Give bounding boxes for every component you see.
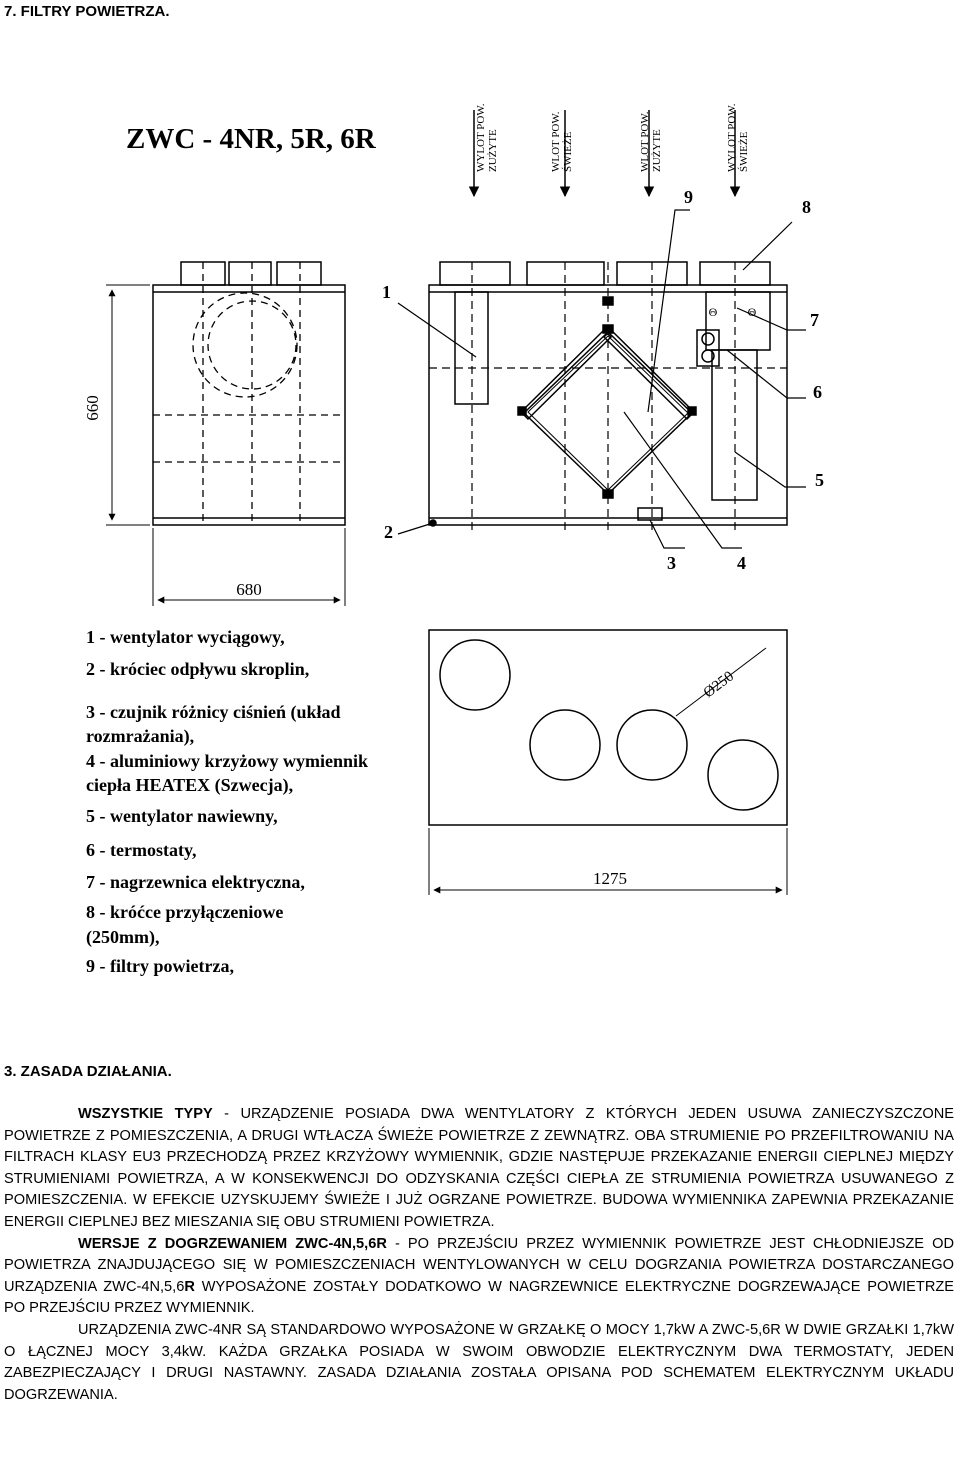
dimension-height-label: 660 [83, 395, 102, 421]
legend-item: 7 - nagrzewnica elektryczna, [86, 872, 305, 892]
flow-label-line2: ZUŻYTE [651, 129, 663, 172]
paragraph-heating-versions [4, 1234, 954, 1320]
legend [86, 627, 368, 976]
callout-number: 6 [813, 382, 822, 402]
dimension-diameter-label: Ø250 [700, 668, 738, 702]
thermostat-symbol: Θ [708, 305, 718, 319]
legend-item: 8 - króćce przyłączeniowe [86, 902, 284, 922]
paragraph-heaters [4, 1320, 954, 1406]
dimension-length-label: 1275 [593, 869, 627, 888]
paragraph-text: - PO PRZEJŚCIU PRZEZ WYMIENNIK POWIETRZE JEST CHŁODNIEJSZE OD POWIETRZA ZNAJDUJĄCEGO SIĘ W POMIESZCZENIACH WENTYLOWANYCH W CELU DOGRZANIA POWIETRZA DOSTARCZANEGO URZĄDZENIA ZWC-4N,5,6 [4, 1235, 954, 1295]
flow-label-line1: WLOT POW. [550, 111, 562, 172]
callout-number: 2 [384, 522, 393, 542]
callout-number: 7 [810, 310, 819, 330]
principle-text [4, 1104, 954, 1406]
callout-number: 1 [382, 282, 391, 302]
legend-item: 4 - aluminiowy krzyżowy wymiennik [86, 751, 369, 771]
flow-label-line1: WYLOT POW. [726, 103, 738, 172]
legend-item: 5 - wentylator nawiewny, [86, 806, 278, 826]
flow-label-line1: WLOT POW. [639, 111, 651, 172]
front-view [429, 262, 787, 530]
model-title: ZWC - 4NR, 5R, 6R [126, 123, 376, 155]
legend-item: rozmrażania), [86, 726, 195, 746]
paragraph-lead: WSZYSTKIE TYPY [78, 1106, 213, 1122]
section-title-filters: 7. FILTRY POWIETRZA. [4, 3, 170, 20]
legend-item: 9 - filtry powietrza, [86, 956, 234, 976]
paragraph-text: WYPOSAŻONE ZOSTAŁY DODATKOWO W NAGRZEWNICE ELEKTRYCZNE DOGRZEWAJĄCE POWIETRZE PO PRZEJŚCIU PRZEZ WYMIENNIK. [4, 1278, 955, 1317]
callout-number: 5 [815, 470, 824, 490]
flow-label-line2: ŚWIEŻE [738, 131, 750, 172]
legend-item: 2 - króciec odpływu skroplin, [86, 659, 310, 679]
legend-item: ciepła HEATEX (Szwecja), [86, 775, 294, 795]
callout-number: 9 [684, 187, 693, 207]
flow-label-line2: ŚWIEŻE [562, 131, 574, 172]
flow-arrows [474, 110, 735, 196]
dimension-width-label: 680 [236, 580, 262, 599]
paragraph-all-types [4, 1104, 954, 1234]
flow-label-line1: WYLOT POW. [475, 103, 487, 172]
callout-number: 4 [737, 553, 746, 573]
dimension-height [106, 285, 150, 525]
flow-label-line2: ZUŻYTE [487, 129, 499, 172]
paragraph-text: URZĄDZENIA ZWC-4NR SĄ STANDARDOWO WYPOSAŻONE W GRZAŁKĘ O MOCY 1,7kW A ZWC-5,6R W DWIE GRZAŁKI 1,7kW O ŁĄCZNEJ MOCY 3,4kW. KAŻDA GRZAŁKA POSIADA W SWOIM OBWODZIE ELEKTRYCZNYM DWA TERMOSTATY, JEDEN ZABEZPIECZAJĄCY I DRUGI NASTAWNY. ZASADA DZIAŁANIA ZOSTAŁA OPISANA POD SCHEMATEM ELEKTRYCZNYM UKŁADU DOGRZEWANIA. [4, 1321, 954, 1403]
top-view [429, 630, 787, 825]
paragraph-lead: WERSJE Z DOGRZEWANIEM ZWC-4N,5,6R [78, 1235, 387, 1252]
callout-number: 8 [802, 197, 811, 217]
legend-item: 1 - wentylator wyciągowy, [86, 627, 285, 647]
callout-number: 3 [667, 553, 676, 573]
paragraph-text: - URZĄDZENIE POSIADA DWA WENTYLATORY Z KTÓRYCH JEDEN USUWA ZANIECZYSZCZONE POWIETRZE Z POMIESZCZENIA, A DRUGI WTŁACZA ŚWIEŻE POWIETRZE Z ZEWNĄTRZ. OBA STRUMIENIE PO PRZEFILTROWANIU NA FILTRACH KLASY EU3 PRZECHODZĄ PRZEZ KRZYŻOWY WYMIENNIK, GDZIE NASTĘPUJE PRZEKAZANIE ENERGII CIEPLNEJ MIĘDZY STRUMIENIAMI POWIETRZA, A W KONSEKWENCJI DO ODZYSKANIA CZĘŚCI CIEPŁA ZE STRUMIENIA POWIETRZA USUWANEGO Z POMIESZCZENIA. W EFEKCIE UZYSKUJEMY ŚWIEŻE I JUŻ OGRZANE POWIETRZE. BUDOWA WYMIENNIKA ZAPEWNIA PRZEKAZANIE ENERGII CIEPLNEJ BEZ MIESZANIA SIĘ OBU STRUMIENI POWIETRZA. [4, 1106, 954, 1230]
thermostat-symbol: Θ [747, 305, 757, 319]
legend-item: 6 - termostaty, [86, 840, 197, 860]
legend-item: (250mm), [86, 927, 160, 947]
side-view [153, 262, 345, 525]
legend-item: 3 - czujnik różnicy ciśnień (układ [86, 702, 341, 722]
callout-leaders [398, 210, 806, 548]
paragraph-bold-letter: R [184, 1278, 195, 1295]
section-title-principle: 3. ZASADA DZIAŁANIA. [4, 1063, 172, 1080]
